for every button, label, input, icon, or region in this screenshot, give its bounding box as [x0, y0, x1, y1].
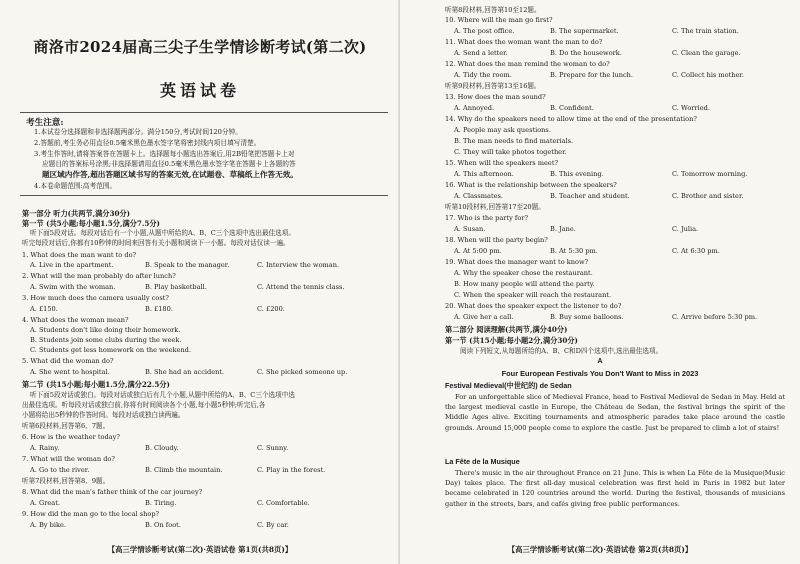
notes-bottom-rule — [20, 195, 388, 196]
option-c: C. When the speaker will reach the restaurant. — [454, 291, 612, 299]
option-a: A. Susan. — [454, 225, 486, 233]
material-8: 听第8段材料,回答第10至12题。 — [445, 6, 541, 14]
question-17: 17. Who is the party for? — [445, 214, 529, 222]
note-line: 应题目的答案标号涂黑;非选择题请用直径0.5毫米黑色墨水签字笔在答题卡上各题的答 — [42, 160, 296, 168]
option-b: B. Play basketball. — [145, 283, 207, 291]
question-7: 7. What will the woman do? — [22, 455, 115, 463]
question-20: 20. What does the speaker expect the listener to do? — [445, 302, 622, 310]
exam-subtitle: 英语试卷 — [159, 81, 240, 100]
option-c: C. Clean the garage. — [672, 49, 741, 57]
festival-heading: La Fête de la Musique — [445, 457, 520, 466]
option-b: B. How many people will attend the party. — [454, 280, 595, 288]
option-a: A. Go to the river. — [30, 466, 90, 474]
question-14: 14. Why do the speakers need to allow time at the end of the presentation? — [445, 115, 697, 123]
option-c: C. Play in the forest. — [257, 466, 326, 474]
section1-instruction: 听下面5段对话。每段对话后有一个小题,从题中所给的A、B、C三个选项中选出最佳选项。 — [30, 229, 295, 237]
question-1: 1. What does the man want to do? — [22, 251, 137, 259]
option-c: C. £200. — [257, 305, 285, 313]
option-a: A. Students don't like doing their homework. — [30, 326, 181, 334]
option-a: A. Rainy. — [30, 444, 60, 452]
page-2 — [400, 0, 800, 564]
question-15: 15. When will the speakers meet? — [445, 159, 559, 167]
question-3: 3. How much does the camera usually cost? — [22, 294, 169, 302]
question-8: 8. What did the man's father think of the car journey? — [22, 488, 203, 496]
option-a: A. Live in the apartment. — [30, 261, 114, 269]
section2-title: 第二节 (共15小题;每小题1.5分,满分22.5分) — [22, 380, 170, 389]
option-c: C. Comfortable. — [257, 499, 310, 507]
question-10: 10. Where will the man go first? — [445, 16, 553, 24]
section2-instruction: 听下面5段对话或独白。每段对话或独白后有几个小题,从题中所给的A、B、C三个选项中选 — [30, 391, 295, 399]
part1-title: 第一部分 听力(共两节,满分30分) — [22, 209, 131, 218]
option-c: C. By car. — [257, 521, 289, 529]
question-11: 11. What does the woman want the man to do? — [445, 38, 603, 46]
option-b: B. The supermarket. — [550, 27, 619, 35]
option-b: B. Cloudy. — [145, 444, 179, 452]
option-b: B. Speak to the manager. — [145, 261, 230, 269]
question-12: 12. What does the man remind the woman to do? — [445, 60, 610, 68]
option-c: C. Worried. — [672, 104, 710, 112]
note-line: 3.考生作答时,请将答案答在答题卡上。选择题每小题选出答案后,用2B铅笔把答题卡上对 — [34, 150, 295, 158]
question-9: 9. How did the man go to the local shop? — [22, 510, 160, 518]
option-a: A. Annoyed. — [454, 104, 495, 112]
option-a: A. Why the speaker chose the restaurant. — [454, 269, 593, 277]
option-b: B. Confident. — [550, 104, 594, 112]
option-c: C. Brother and sister. — [672, 192, 744, 200]
option-b: B. Tiring. — [145, 499, 177, 507]
option-b: B. Buy some balloons. — [550, 313, 624, 321]
option-b: B. Prepare for the lunch. — [550, 71, 634, 79]
question-2: 2. What will the man probably do after lunch? — [22, 272, 176, 280]
question-19: 19. What does the manager want to know? — [445, 258, 589, 266]
option-a: A. Send a letter. — [454, 49, 508, 57]
section1-title: 第一节 (共5小题;每小题1.5分,满分7.5分) — [22, 219, 160, 228]
option-a: A. £150. — [30, 305, 58, 313]
option-b: B. Students join some clubs during the week. — [30, 336, 182, 344]
option-b: B. At 5:30 pm. — [550, 247, 598, 255]
question-16: 16. What is the relationship between the speakers? — [445, 181, 617, 189]
option-c: C. They will take photos together. — [454, 148, 567, 156]
option-b: B. She had an accident. — [145, 368, 225, 376]
option-c: C. Interview the woman. — [257, 261, 340, 269]
option-c: C. Sunny. — [257, 444, 289, 452]
material-10: 听第10段材料,回答第17至20题。 — [445, 203, 545, 211]
page-footer: 【高三学情诊断考试(第二次)·英语试卷 第1页(共8页)】 — [107, 545, 293, 554]
option-a: A. Tidy the room. — [454, 71, 512, 79]
option-c: C. Students get less homework on the weekend. — [30, 346, 192, 354]
question-6: 6. How is the weather today? — [22, 433, 120, 441]
option-a: A. At 5:00 pm. — [454, 247, 502, 255]
option-b: B. The man needs to find materials. — [454, 137, 574, 145]
note-line: 1.本试卷分选择题和非选择题两部分。满分150分,考试时间120分钟。 — [34, 128, 242, 136]
option-a: A. Great. — [30, 499, 60, 507]
note-line: 4.本卷命题范围:高考范围。 — [34, 182, 117, 190]
option-c: C. Collect his mother. — [672, 71, 744, 79]
festival-paragraph: There's music in the air throughout France on 21 June. This is when La Fête de la Musique(Music Day) takes place. The first all-day musical celebration was first held in Paris in 1982 but later became celebrated in 120 countries around the world. During the festival, thousands of musicians gather in the streets, bars, and cafés giving free public performances. — [445, 469, 785, 508]
section2-instruction: 出最佳选项。听每段对话或独白前,你将有时间阅读各个小题,每小题5秒钟;听完后,各 — [22, 401, 266, 409]
material-6: 听第6段材料,回答第6、7题。 — [22, 422, 110, 430]
option-a: A. Classmates. — [454, 192, 504, 200]
section1-instruction: 听完每段对话后,你都有10秒钟的时间来回答有关小题和阅读下一小题。每段对话仅读一遍。 — [22, 239, 290, 247]
note-line-emphasis: 题区域内作答,超出答题区域书写的答案无效,在试题卷、草稿纸上作答无效。 — [42, 170, 298, 179]
option-a: A. She went to hospital. — [30, 368, 110, 376]
option-b: B. Jane. — [550, 225, 576, 233]
option-c: C. Attend the tennis class. — [257, 283, 345, 291]
option-b: B. On foot. — [145, 521, 181, 529]
part2-title: 第二部分 阅读理解(共两节,满分40分) — [445, 325, 568, 334]
option-a: A. Swim with the woman. — [30, 283, 116, 291]
option-a: A. The post office. — [454, 27, 515, 35]
material-7: 听第7段材料,回答第8、9题。 — [22, 477, 110, 485]
festival-heading: Festival Medieval(中世纪的) de Sedan — [445, 381, 572, 390]
festival-paragraph: For an unforgettable slice of Medieval France, head to Festival Medieval de Sedan in May. Held at the largest medieval castle in Europe, the Château de Sedan, the festival brings the spirit of the Middle Ages alive. Exciting tournaments and atmospheric parades take place around the castle grounds. Around 15,000 people come to explore the castle. Just be prepared to climb a lot of stairs! — [445, 393, 785, 432]
note-line: 2.答题前,考生务必用直径0.5毫米黑色墨水签字笔将密封线内项目填写清楚。 — [34, 139, 261, 147]
passage-letter: A — [597, 358, 603, 365]
question-5: 5. What did the woman do? — [22, 357, 114, 365]
article-title: Four European Festivals You Don't Want to Miss in 2023 — [501, 369, 699, 378]
notes-heading: 考生注意: — [26, 118, 64, 128]
option-a: A. By bike. — [30, 521, 66, 529]
section2-instruction: 小题将给出5秒钟的作答时间。每段对话或独白读两遍。 — [22, 411, 185, 419]
option-a: A. Give her a call. — [454, 313, 514, 321]
notes-top-rule — [20, 112, 388, 113]
option-c: C. Tomorrow morning. — [672, 170, 748, 178]
option-b: B. Do the housework. — [550, 49, 622, 57]
option-c: C. At 6:30 pm. — [672, 247, 720, 255]
option-c: C. She picked someone up. — [257, 368, 348, 376]
material-9: 听第9段材料,回答第13至16题。 — [445, 82, 541, 90]
part2-section1-instruction: 阅读下列短文,从每题所给的A、B、C和D四个选项中,选出最佳选项。 — [460, 347, 663, 355]
option-a: A. This afternoon. — [454, 170, 514, 178]
page-footer: 【高三学情诊断考试(第二次)·英语试卷 第2页(共8页)】 — [507, 545, 693, 554]
option-b: B. Climb the mountain. — [145, 466, 223, 474]
question-13: 13. How does the man sound? — [445, 93, 546, 101]
option-b: B. This evening. — [550, 170, 604, 178]
option-b: B. Teacher and student. — [550, 192, 630, 200]
option-b: B. £180. — [145, 305, 173, 313]
question-18: 18. When will the party begin? — [445, 236, 548, 244]
exam-title: 商洛市2024届高三尖子生学情诊断考试(第二次) — [33, 38, 367, 56]
option-a: A. People may ask questions. — [454, 126, 551, 134]
option-c: C. Arrive before 5:30 pm. — [672, 313, 758, 321]
part2-section1-title: 第一节 (共15小题;每小题2分,满分30分) — [445, 336, 578, 345]
option-c: C. The train station. — [672, 27, 739, 35]
question-4: 4. What does the woman mean? — [22, 316, 129, 324]
option-c: C. Julia. — [672, 225, 699, 233]
